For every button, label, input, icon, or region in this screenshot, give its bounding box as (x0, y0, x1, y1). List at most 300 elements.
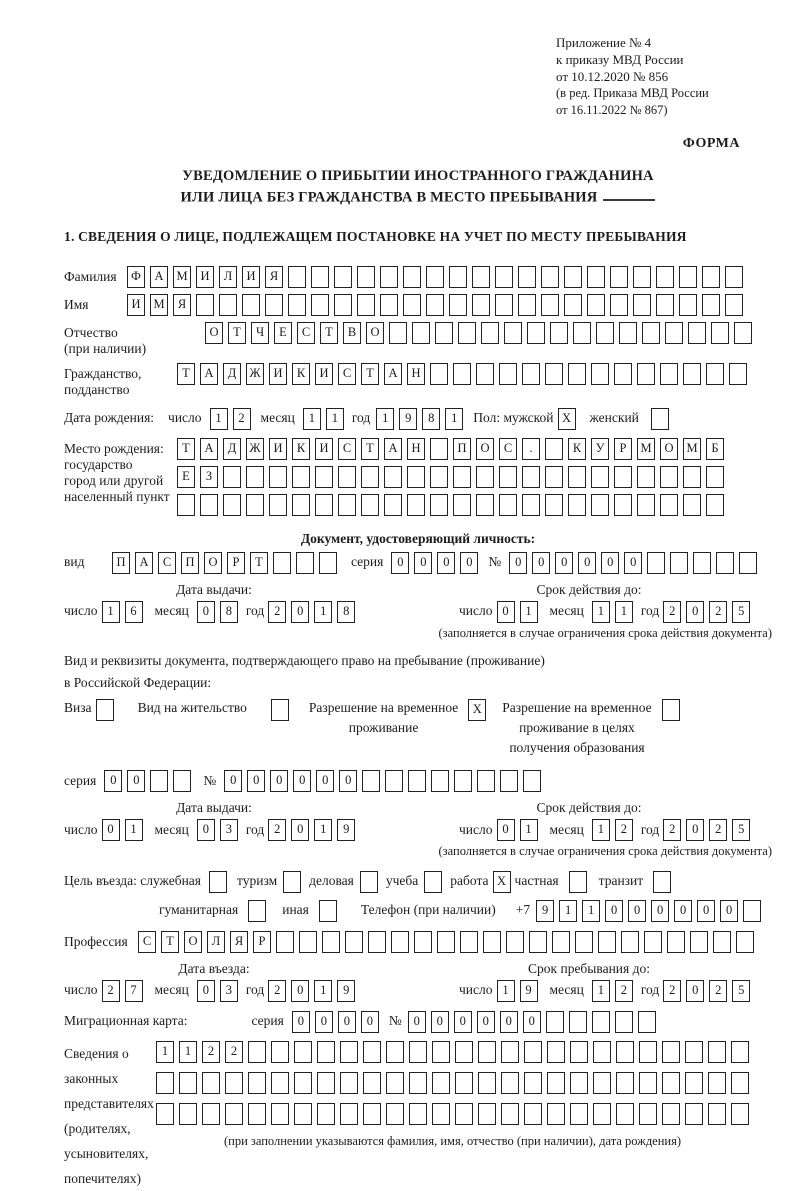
form-cell[interactable] (177, 494, 195, 516)
form-cell[interactable] (453, 363, 471, 385)
form-cell[interactable] (476, 363, 494, 385)
form-cell[interactable] (739, 552, 757, 574)
form-cell[interactable] (545, 466, 563, 488)
form-cell[interactable]: 0 (497, 819, 515, 841)
form-cell[interactable] (334, 266, 352, 288)
form-cell[interactable]: 1 (303, 408, 321, 430)
form-cell[interactable] (294, 1103, 312, 1125)
form-cell[interactable] (662, 1103, 680, 1125)
form-cell[interactable] (225, 1103, 243, 1125)
form-cell[interactable]: 0 (224, 770, 242, 792)
form-cell[interactable] (708, 1103, 726, 1125)
form-cell[interactable] (460, 931, 478, 953)
form-cell[interactable] (430, 363, 448, 385)
form-cell[interactable] (667, 931, 685, 953)
form-cell[interactable] (340, 1103, 358, 1125)
form-cell[interactable] (319, 900, 337, 922)
form-cell[interactable] (319, 552, 337, 574)
form-cell[interactable]: М (150, 294, 168, 316)
form-cell[interactable] (384, 466, 402, 488)
form-cell[interactable] (294, 1072, 312, 1094)
form-cell[interactable] (564, 266, 582, 288)
purpose-transit-checkbox[interactable] (653, 871, 671, 893)
form-cell[interactable]: А (384, 363, 402, 385)
form-cell[interactable] (642, 322, 660, 344)
form-cell[interactable] (729, 363, 747, 385)
form-cell[interactable]: 0 (624, 552, 642, 574)
form-cell[interactable] (706, 466, 724, 488)
form-cell[interactable]: С (338, 363, 356, 385)
form-cell[interactable] (568, 363, 586, 385)
form-cell[interactable]: 0 (500, 1011, 518, 1033)
form-cell[interactable] (458, 322, 476, 344)
form-cell[interactable]: А (384, 438, 402, 460)
form-cell[interactable]: А (200, 438, 218, 460)
form-cell[interactable] (317, 1072, 335, 1094)
form-cell[interactable] (522, 466, 540, 488)
form-cell[interactable]: 2 (268, 601, 286, 623)
form-cell[interactable]: 1 (210, 408, 228, 430)
form-cell[interactable]: Т (228, 322, 246, 344)
form-cell[interactable] (685, 1041, 703, 1063)
guardians-row2-cells[interactable] (156, 1072, 749, 1094)
form-cell[interactable]: Р (227, 552, 245, 574)
form-cell[interactable] (706, 363, 724, 385)
form-cell[interactable]: 9 (337, 819, 355, 841)
form-cell[interactable] (340, 1072, 358, 1094)
form-cell[interactable] (242, 294, 260, 316)
purpose-work-checkbox[interactable] (493, 871, 511, 893)
form-cell[interactable] (501, 1103, 519, 1125)
form-cell[interactable] (389, 322, 407, 344)
form-cell[interactable] (568, 466, 586, 488)
form-cell[interactable] (292, 466, 310, 488)
form-cell[interactable] (702, 294, 720, 316)
form-cell[interactable]: С (158, 552, 176, 574)
form-cell[interactable] (610, 294, 628, 316)
form-cell[interactable] (685, 1103, 703, 1125)
form-cell[interactable] (424, 871, 442, 893)
form-cell[interactable]: Т (320, 322, 338, 344)
form-cell[interactable] (552, 931, 570, 953)
form-cell[interactable] (708, 1041, 726, 1063)
form-cell[interactable] (708, 1072, 726, 1094)
form-cell[interactable]: 2 (709, 980, 727, 1002)
form-cell[interactable] (409, 1072, 427, 1094)
form-cell[interactable] (292, 494, 310, 516)
form-cell[interactable]: Ж (246, 438, 264, 460)
form-cell[interactable] (412, 322, 430, 344)
form-cell[interactable]: 0 (437, 552, 455, 574)
form-cell[interactable] (615, 1011, 633, 1033)
name-cells[interactable] (127, 294, 743, 316)
form-cell[interactable] (541, 266, 559, 288)
form-cell[interactable]: И (196, 266, 214, 288)
form-cell[interactable] (248, 1041, 266, 1063)
form-cell[interactable] (273, 552, 291, 574)
form-cell[interactable] (541, 294, 559, 316)
form-cell[interactable]: 7 (125, 980, 143, 1002)
form-cell[interactable] (545, 438, 563, 460)
form-cell[interactable]: И (315, 363, 333, 385)
form-cell[interactable]: Т (361, 438, 379, 460)
form-cell[interactable]: О (204, 552, 222, 574)
form-cell[interactable] (656, 266, 674, 288)
form-cell[interactable]: X (468, 699, 486, 721)
form-cell[interactable] (522, 363, 540, 385)
form-cell[interactable]: 0 (338, 1011, 356, 1033)
form-cell[interactable] (150, 770, 168, 792)
form-cell[interactable] (477, 770, 495, 792)
form-cell[interactable] (276, 931, 294, 953)
form-cell[interactable] (660, 494, 678, 516)
form-cell[interactable] (338, 466, 356, 488)
form-cell[interactable] (653, 871, 671, 893)
form-cell[interactable] (179, 1103, 197, 1125)
form-cell[interactable] (706, 494, 724, 516)
form-cell[interactable] (317, 1103, 335, 1125)
form-cell[interactable] (368, 931, 386, 953)
visa-checkbox[interactable] (96, 699, 114, 721)
entry-day-cells[interactable] (102, 980, 143, 1002)
form-cell[interactable] (690, 931, 708, 953)
stay-month-cells[interactable] (592, 980, 633, 1002)
form-cell[interactable]: X (558, 408, 576, 430)
purpose-official-checkbox[interactable] (209, 871, 227, 893)
form-cell[interactable]: Н (407, 363, 425, 385)
guardians-row1-cells[interactable] (156, 1041, 749, 1063)
form-cell[interactable]: Т (250, 552, 268, 574)
form-cell[interactable]: П (181, 552, 199, 574)
form-cell[interactable]: 5 (732, 980, 750, 1002)
form-cell[interactable] (523, 770, 541, 792)
form-cell[interactable]: 0 (578, 552, 596, 574)
form-cell[interactable] (639, 1041, 657, 1063)
form-cell[interactable]: Ч (251, 322, 269, 344)
form-cell[interactable] (361, 466, 379, 488)
form-cell[interactable] (504, 322, 522, 344)
form-cell[interactable] (685, 1072, 703, 1094)
form-cell[interactable] (734, 322, 752, 344)
form-cell[interactable]: 0 (197, 601, 215, 623)
form-cell[interactable]: 9 (536, 900, 554, 922)
res-issue-month-cells[interactable] (197, 819, 238, 841)
form-cell[interactable]: О (205, 322, 223, 344)
purpose-tourism-checkbox[interactable] (283, 871, 301, 893)
form-cell[interactable] (651, 408, 669, 430)
form-cell[interactable] (403, 266, 421, 288)
form-cell[interactable]: 2 (102, 980, 120, 1002)
form-cell[interactable] (524, 1072, 542, 1094)
form-cell[interactable] (656, 294, 674, 316)
form-cell[interactable] (317, 1041, 335, 1063)
form-cell[interactable] (616, 1072, 634, 1094)
purpose-humanitarian-checkbox[interactable] (248, 900, 266, 922)
form-cell[interactable]: 2 (663, 980, 681, 1002)
temp-residence-checkbox[interactable] (468, 699, 486, 721)
form-cell[interactable] (569, 1011, 587, 1033)
id-issue-day-cells[interactable] (102, 601, 143, 623)
form-cell[interactable] (334, 294, 352, 316)
form-cell[interactable] (357, 294, 375, 316)
form-cell[interactable] (639, 1103, 657, 1125)
form-cell[interactable]: С (338, 438, 356, 460)
form-cell[interactable]: 1 (520, 601, 538, 623)
form-cell[interactable] (386, 1103, 404, 1125)
form-cell[interactable] (435, 322, 453, 344)
form-cell[interactable] (616, 1041, 634, 1063)
form-cell[interactable] (662, 699, 680, 721)
profession-cells[interactable] (138, 931, 754, 953)
form-cell[interactable] (362, 770, 380, 792)
form-cell[interactable] (524, 1103, 542, 1125)
form-cell[interactable]: 9 (337, 980, 355, 1002)
form-cell[interactable]: 1 (592, 601, 610, 623)
form-cell[interactable] (455, 1103, 473, 1125)
form-cell[interactable] (296, 552, 314, 574)
form-cell[interactable]: 0 (291, 601, 309, 623)
form-cell[interactable] (591, 363, 609, 385)
form-cell[interactable] (518, 266, 536, 288)
form-cell[interactable] (481, 322, 499, 344)
form-cell[interactable] (506, 931, 524, 953)
form-cell[interactable] (736, 931, 754, 953)
form-cell[interactable] (340, 1041, 358, 1063)
form-cell[interactable]: 0 (477, 1011, 495, 1033)
form-cell[interactable] (483, 931, 501, 953)
form-cell[interactable] (283, 871, 301, 893)
form-cell[interactable]: С (138, 931, 156, 953)
form-cell[interactable] (225, 1072, 243, 1094)
form-cell[interactable] (564, 294, 582, 316)
form-cell[interactable]: Е (274, 322, 292, 344)
form-cell[interactable]: 1 (497, 980, 515, 1002)
form-cell[interactable]: И (269, 363, 287, 385)
birth-year-cells[interactable] (376, 408, 463, 430)
form-cell[interactable]: 2 (615, 819, 633, 841)
form-cell[interactable] (391, 931, 409, 953)
form-cell[interactable] (156, 1072, 174, 1094)
form-cell[interactable]: С (297, 322, 315, 344)
form-cell[interactable] (518, 294, 536, 316)
guardians-row3-cells[interactable] (156, 1103, 749, 1125)
form-cell[interactable] (731, 1103, 749, 1125)
form-cell[interactable]: 0 (460, 552, 478, 574)
form-cell[interactable]: 0 (651, 900, 669, 922)
id-valid-month-cells[interactable] (592, 601, 633, 623)
form-cell[interactable] (431, 770, 449, 792)
form-cell[interactable] (322, 931, 340, 953)
form-cell[interactable]: 0 (104, 770, 122, 792)
form-cell[interactable] (288, 266, 306, 288)
form-cell[interactable] (209, 871, 227, 893)
form-cell[interactable]: 0 (720, 900, 738, 922)
form-cell[interactable]: 3 (220, 980, 238, 1002)
form-cell[interactable]: Т (161, 931, 179, 953)
form-cell[interactable] (660, 363, 678, 385)
form-cell[interactable] (248, 1072, 266, 1094)
form-cell[interactable] (596, 322, 614, 344)
form-cell[interactable] (679, 294, 697, 316)
res-valid-day-cells[interactable] (497, 819, 538, 841)
form-cell[interactable]: Р (253, 931, 271, 953)
form-cell[interactable]: 0 (497, 601, 515, 623)
form-cell[interactable] (499, 494, 517, 516)
form-cell[interactable] (299, 931, 317, 953)
form-cell[interactable] (223, 466, 241, 488)
form-cell[interactable]: И (315, 438, 333, 460)
form-cell[interactable]: 0 (686, 819, 704, 841)
form-cell[interactable] (248, 1103, 266, 1125)
form-cell[interactable]: З (200, 466, 218, 488)
form-cell[interactable] (202, 1103, 220, 1125)
form-cell[interactable] (472, 266, 490, 288)
form-cell[interactable] (637, 494, 655, 516)
form-cell[interactable] (476, 466, 494, 488)
form-cell[interactable]: 1 (314, 601, 332, 623)
form-cell[interactable]: 1 (102, 601, 120, 623)
form-cell[interactable] (524, 1041, 542, 1063)
form-cell[interactable] (662, 1041, 680, 1063)
form-cell[interactable] (403, 294, 421, 316)
form-cell[interactable]: Т (361, 363, 379, 385)
form-cell[interactable]: К (292, 438, 310, 460)
form-cell[interactable]: 0 (414, 552, 432, 574)
form-cell[interactable] (725, 266, 743, 288)
form-cell[interactable] (683, 494, 701, 516)
form-cell[interactable] (545, 494, 563, 516)
female-checkbox[interactable] (651, 408, 669, 430)
id-valid-day-cells[interactable] (497, 601, 538, 623)
res-series-cells[interactable] (104, 770, 191, 792)
form-cell[interactable]: Н (407, 438, 425, 460)
form-cell[interactable] (345, 931, 363, 953)
id-issue-year-cells[interactable] (268, 601, 355, 623)
form-cell[interactable]: 3 (220, 819, 238, 841)
form-cell[interactable] (743, 900, 761, 922)
form-cell[interactable] (173, 770, 191, 792)
form-cell[interactable]: 8 (337, 601, 355, 623)
form-cell[interactable] (476, 494, 494, 516)
form-cell[interactable] (713, 931, 731, 953)
res-issue-day-cells[interactable] (102, 819, 143, 841)
form-cell[interactable]: 0 (431, 1011, 449, 1033)
doc-type-cells[interactable] (112, 552, 337, 574)
form-cell[interactable] (495, 294, 513, 316)
form-cell[interactable] (311, 266, 329, 288)
form-cell[interactable] (527, 322, 545, 344)
form-cell[interactable] (426, 266, 444, 288)
form-cell[interactable]: 0 (686, 980, 704, 1002)
form-cell[interactable]: 0 (555, 552, 573, 574)
form-cell[interactable]: 0 (197, 980, 215, 1002)
form-cell[interactable]: 1 (326, 408, 344, 430)
citizenship-cells[interactable] (177, 363, 747, 385)
form-cell[interactable]: 0 (601, 552, 619, 574)
form-cell[interactable] (200, 494, 218, 516)
form-cell[interactable]: И (242, 266, 260, 288)
form-cell[interactable]: 2 (268, 819, 286, 841)
birthplace-row2-cells[interactable] (177, 466, 724, 488)
form-cell[interactable] (454, 770, 472, 792)
form-cell[interactable] (478, 1103, 496, 1125)
form-cell[interactable] (616, 1103, 634, 1125)
form-cell[interactable]: О (366, 322, 384, 344)
phone-cells[interactable] (536, 900, 761, 922)
form-cell[interactable]: В (343, 322, 361, 344)
purpose-private-checkbox[interactable] (569, 871, 587, 893)
form-cell[interactable] (288, 294, 306, 316)
form-cell[interactable]: 0 (509, 552, 527, 574)
form-cell[interactable] (501, 1072, 519, 1094)
form-cell[interactable]: 2 (663, 601, 681, 623)
form-cell[interactable]: 5 (732, 601, 750, 623)
form-cell[interactable] (670, 552, 688, 574)
form-cell[interactable]: 0 (454, 1011, 472, 1033)
form-cell[interactable]: 2 (709, 601, 727, 623)
form-cell[interactable] (711, 322, 729, 344)
form-cell[interactable] (570, 1072, 588, 1094)
form-cell[interactable] (547, 1041, 565, 1063)
form-cell[interactable]: . (522, 438, 540, 460)
form-cell[interactable] (592, 1011, 610, 1033)
form-cell[interactable] (499, 363, 517, 385)
purpose-study-checkbox[interactable] (424, 871, 442, 893)
form-cell[interactable] (478, 1041, 496, 1063)
entry-year-cells[interactable] (268, 980, 355, 1002)
form-cell[interactable]: 0 (293, 770, 311, 792)
form-cell[interactable] (219, 294, 237, 316)
form-cell[interactable] (407, 466, 425, 488)
form-cell[interactable] (455, 1072, 473, 1094)
form-cell[interactable]: П (453, 438, 471, 460)
form-cell[interactable] (495, 266, 513, 288)
form-cell[interactable]: М (683, 438, 701, 460)
form-cell[interactable]: 0 (674, 900, 692, 922)
form-cell[interactable]: М (637, 438, 655, 460)
form-cell[interactable]: 1 (582, 900, 600, 922)
form-cell[interactable]: 0 (361, 1011, 379, 1033)
form-cell[interactable] (716, 552, 734, 574)
form-cell[interactable] (385, 770, 403, 792)
form-cell[interactable] (619, 322, 637, 344)
stay-day-cells[interactable] (497, 980, 538, 1002)
form-cell[interactable] (449, 294, 467, 316)
form-cell[interactable] (614, 494, 632, 516)
form-cell[interactable]: 0 (605, 900, 623, 922)
form-cell[interactable] (414, 931, 432, 953)
form-cell[interactable] (432, 1041, 450, 1063)
form-cell[interactable]: 6 (125, 601, 143, 623)
form-cell[interactable]: О (184, 931, 202, 953)
form-cell[interactable]: П (112, 552, 130, 574)
form-cell[interactable]: 2 (202, 1041, 220, 1063)
form-cell[interactable]: 2 (615, 980, 633, 1002)
form-cell[interactable]: 8 (422, 408, 440, 430)
form-cell[interactable] (357, 266, 375, 288)
form-cell[interactable] (361, 494, 379, 516)
form-cell[interactable] (363, 1103, 381, 1125)
form-cell[interactable]: 1 (445, 408, 463, 430)
form-cell[interactable] (271, 699, 289, 721)
form-cell[interactable] (593, 1103, 611, 1125)
form-cell[interactable] (407, 494, 425, 516)
form-cell[interactable] (246, 494, 264, 516)
form-cell[interactable] (614, 363, 632, 385)
res-valid-year-cells[interactable] (663, 819, 750, 841)
form-cell[interactable] (593, 1072, 611, 1094)
res-issue-year-cells[interactable] (268, 819, 355, 841)
